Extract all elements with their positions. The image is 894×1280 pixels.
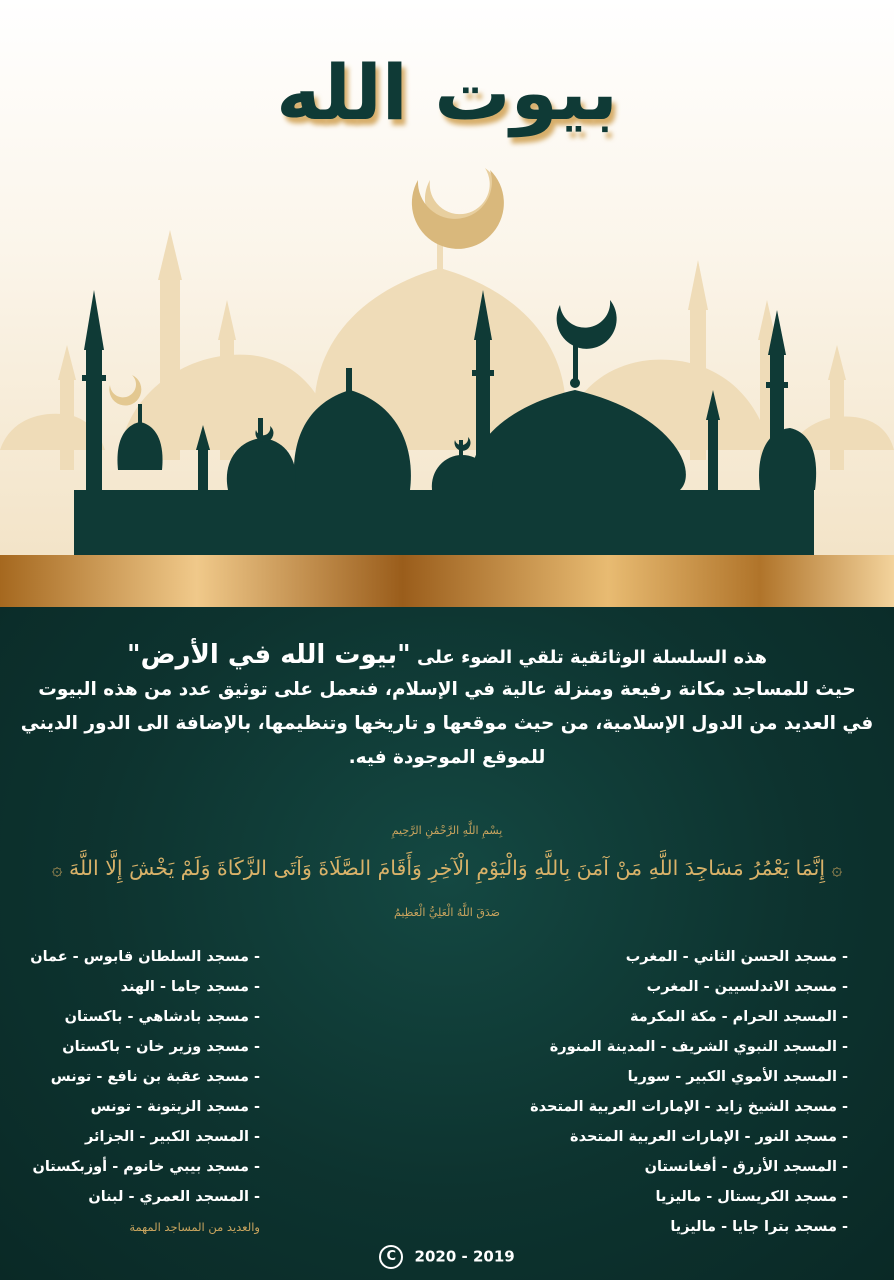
- list-item: - مسجد الشيخ زايد - الإمارات العربية المتحدة: [530, 1099, 848, 1115]
- intro-line-4: للموقع الموجودة فيه.: [348, 747, 546, 768]
- list-item: - المسجد الأزرق - أفغانستان: [644, 1159, 848, 1175]
- list-item: - مسجد بترا جايا - ماليزيا: [670, 1219, 848, 1235]
- list-item: - المسجد الأموي الكبير - سوريا: [627, 1069, 848, 1085]
- list-item: - مسجد الكريستال - ماليزيا: [655, 1189, 848, 1205]
- list-item: - مسجد عقبة بن نافع - تونس: [50, 1069, 260, 1085]
- list-item: - المسجد العمري - لبنان: [88, 1189, 260, 1205]
- mosque-list-right: [508, 942, 848, 1242]
- list-item: - مسجد جاما - الهند: [120, 979, 260, 995]
- list-item: - مسجد بيبي خانوم - أوزبكستان: [32, 1159, 260, 1175]
- basmala: بِسْمِ اللَّهِ الرَّحْمَٰنِ الرَّحِيمِ: [391, 824, 503, 837]
- list-item: - مسجد السلطان قابوس - عمان: [30, 949, 260, 965]
- quran-verse: [40, 856, 854, 880]
- intro-line-2: حيث للمساجد مكانة رفيعة ومنزلة عالية في الإسلام، فنعمل على توثيق عدد من هذه البيوت: [38, 679, 856, 700]
- mosque-skyline-illustration: [0, 150, 894, 560]
- copyright: [0, 1245, 894, 1269]
- quran-verse-text: إِنَّمَا يَعْمُرُ مَسَاجِدَ اللَّهِ مَنْ آمَنَ بِاللَّهِ وَالْيَوْمِ الْآخِرِ وَأَقَامَ الصَّلَاةَ وَآتَى الزَّكَاةَ وَلَمْ يَخْشَ إِلَّا اللَّهَ: [68, 856, 826, 880]
- copyright-icon: C: [379, 1245, 403, 1269]
- more-mosques-note: والعديد من المساجد المهمة: [129, 1220, 260, 1234]
- list-item: - مسجد الزيتونة - تونس: [90, 1099, 260, 1115]
- intro-line-1-text: هذه السلسلة الوثائقية تلقي الضوء على: [410, 647, 767, 668]
- list-item: - مسجد النور - الإمارات العربية المتحدة: [570, 1129, 848, 1145]
- ornament-close-icon: ۞: [51, 859, 63, 880]
- list-item: - المسجد النبوي الشريف - المدينة المنورة: [549, 1039, 848, 1055]
- series-name-highlight: "بيوت الله في الأرض": [127, 640, 411, 670]
- list-item: - المسجد الحرام - مكة المكرمة: [629, 1009, 848, 1025]
- intro-line-3: في العديد من الدول الإسلامية، من حيث موقعها و تاريخها وتنظيمها، بالإضافة الى الدور الديني: [20, 713, 874, 734]
- list-item: - مسجد بادشاهي - باكستان: [64, 1009, 260, 1025]
- list-item: - المسجد الكبير - الجزائر: [85, 1129, 260, 1145]
- list-item: - مسجد الاندلسيين - المغرب: [646, 979, 848, 995]
- page-title: بيوت الله: [276, 48, 618, 137]
- verse-closing: صَدَقَ اللَّهُ الْعَلِيُّ الْعَظِيمُ: [394, 906, 500, 919]
- mosque-list-left: [20, 942, 260, 1212]
- gold-divider-band: [0, 555, 894, 607]
- intro-line-1: [20, 640, 874, 673]
- intro-paragraph: [20, 640, 874, 775]
- list-item: - مسجد وزير خان - باكستان: [62, 1039, 260, 1055]
- copyright-years: 2020 - 2019: [414, 1247, 515, 1266]
- ornament-open-icon: ۞: [831, 859, 843, 880]
- list-item: - مسجد الحسن الثاني - المغرب: [625, 949, 848, 965]
